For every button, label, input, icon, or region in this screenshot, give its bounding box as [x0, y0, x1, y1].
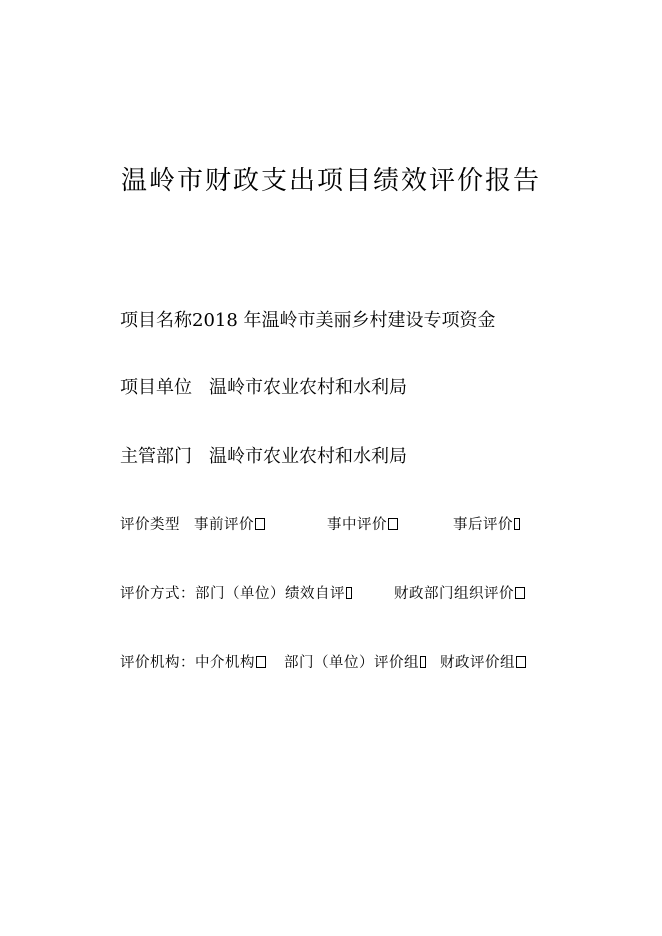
eval-body-label: 评价机构：: [120, 655, 195, 671]
project-unit-label: 项目单位: [120, 377, 192, 398]
project-name-value: 2018 年温岭市美丽乡村建设专项资金: [192, 310, 496, 331]
checkbox-post[interactable]: [514, 518, 520, 530]
supervisor-value: 温岭市农业农村和水利局: [209, 446, 407, 467]
project-unit-value: 温岭市农业农村和水利局: [209, 377, 407, 398]
checkbox-finance-organized[interactable]: [515, 587, 525, 599]
supervisor-row: [120, 442, 407, 468]
project-name-label: 项目名称: [120, 310, 192, 331]
eval-method-label: 评价方式：: [120, 586, 195, 602]
eval-method-option-finance: 财政部门组织评价: [394, 586, 525, 602]
checkbox-agency[interactable]: [256, 656, 266, 668]
eval-type-row: [120, 513, 520, 534]
checkbox-pre[interactable]: [255, 518, 265, 530]
eval-type-label: 评价类型: [120, 517, 180, 533]
eval-body-option-agency: 中介机构: [195, 655, 266, 671]
eval-type-option-mid: 事中评价: [327, 517, 398, 533]
checkbox-finance-group[interactable]: [516, 656, 526, 668]
eval-body-option-finance: 财政评价组: [440, 655, 526, 671]
checkbox-mid[interactable]: [388, 518, 398, 530]
supervisor-label: 主管部门: [120, 446, 192, 467]
checkbox-dept-group[interactable]: [420, 656, 426, 668]
eval-method-option-self: 部门（单位）绩效自评: [195, 586, 352, 602]
report-title: 温岭市财政支出项目绩效评价报告: [120, 166, 541, 196]
eval-type-option-pre: 事前评价: [194, 517, 265, 533]
eval-type-option-post: 事后评价: [453, 517, 520, 533]
project-unit-row: [120, 373, 407, 399]
project-name-row: [120, 306, 496, 332]
eval-body-option-dept: 部门（单位）评价组: [284, 655, 426, 671]
checkbox-self-eval[interactable]: [346, 587, 352, 599]
eval-body-row: [120, 651, 526, 672]
eval-method-row: [120, 582, 525, 603]
